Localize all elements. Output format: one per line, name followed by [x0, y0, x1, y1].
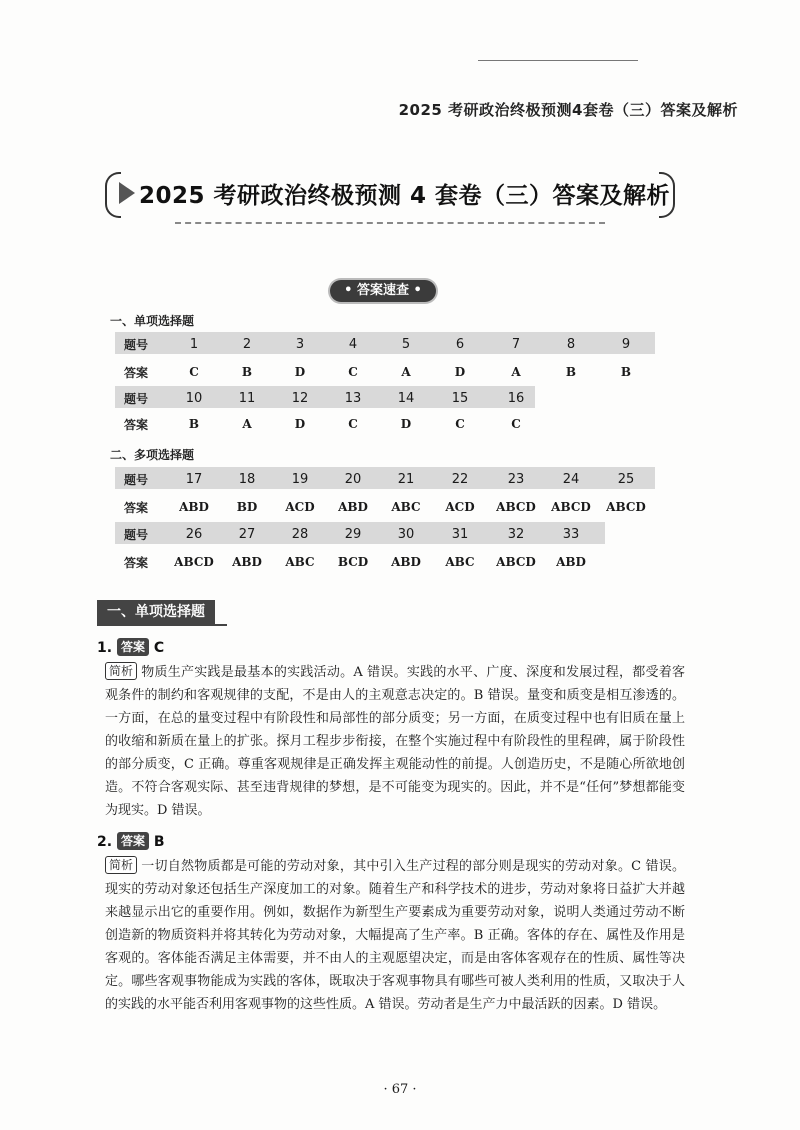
question-number: 16: [507, 391, 525, 406]
analysis-text: 一切自然物质都是可能的劳动对象，其中引入生产过程的部分则是现实的劳动对象。C 错误。现实的劳动对象还包括生产深度加工的对象。随着生产和科学技术的进步，劳动对象将日益扩大并越来越显示出它的重要作用。例如，数据作为新型生产要素成为重要劳动对象，说明人类通过劳动不断创造新的物质资料并将其转化为劳动对象，大幅提高了生产率。B 正确。客体的存在、属性及作用是客观的。客体能否满足主体需要，并不由人的主观愿望决定，而是由客体客观存在的性质、属性等决定。哪些客观事物能成为实践的客体，既取决于客观事物具有哪些可被人类利用的性质，又取决于人的实践的水平能否利用客观事物的这些性质。A 错误。劳动者是生产力中最活跃的因素。D 错误。: [105, 859, 685, 1012]
answer-value: C: [189, 365, 199, 379]
triangle-bullet-icon: [119, 182, 135, 204]
answer-value: C: [348, 365, 358, 379]
question-number: 17: [185, 472, 203, 487]
row-label-answer: 答案: [123, 366, 148, 380]
page-number: · 67 ·: [383, 1082, 417, 1097]
question-number: 27: [238, 527, 256, 542]
answer-value: C: [455, 417, 465, 431]
question-number: 31: [451, 527, 469, 542]
answer-value: D: [294, 365, 306, 379]
answer-value: C: [511, 417, 521, 431]
question-number-label: 2.: [97, 834, 113, 850]
single-choice-heading: 一、单项选择题: [110, 314, 195, 328]
question-number: 1: [189, 337, 199, 352]
answer-value: ABCD: [551, 500, 591, 514]
title-underline-decoration: [175, 222, 605, 224]
question-number: 19: [291, 472, 309, 487]
row-label-number: 题号: [123, 392, 148, 406]
question-number: 11: [238, 391, 256, 406]
analysis-tag: 简析: [105, 856, 137, 874]
question-number-label: 1.: [97, 640, 113, 656]
answer-value: A: [242, 417, 252, 431]
row-label-number: 题号: [123, 473, 148, 487]
answer-value: D: [454, 365, 466, 379]
answer-value: ACD: [285, 500, 315, 514]
answer-value: ACD: [445, 500, 475, 514]
answer-value: A: [401, 365, 411, 379]
question-number: 26: [185, 527, 203, 542]
answer-value: D: [294, 417, 306, 431]
answer-value: ABD: [556, 555, 586, 569]
answer-tag: 答案: [117, 832, 149, 850]
question-number: 24: [562, 472, 580, 487]
question-number: 15: [451, 391, 469, 406]
question-number: 22: [451, 472, 469, 487]
question-number: 10: [185, 391, 203, 406]
question-number: 9: [621, 337, 631, 352]
question-number: 32: [507, 527, 525, 542]
section-heading-rule: [97, 624, 227, 626]
answer-value: BCD: [337, 555, 369, 569]
question-1-analysis: [105, 661, 685, 822]
answer-value: B: [241, 365, 253, 379]
question-number: 25: [617, 472, 635, 487]
answer-value: B: [188, 417, 200, 431]
question-2-header: [97, 832, 165, 850]
answer-value: B: [620, 365, 632, 379]
row-label-answer: 答案: [123, 418, 148, 432]
dot-icon: •: [409, 283, 422, 298]
answer-value: ABCD: [174, 555, 214, 569]
question-number: 29: [344, 527, 362, 542]
question-number: 4: [348, 337, 358, 352]
answer-value: C: [348, 417, 358, 431]
answer-value: D: [400, 417, 412, 431]
row-label-answer: 答案: [123, 556, 148, 570]
row-label-answer: 答案: [123, 501, 148, 515]
question-1-header: [97, 638, 164, 656]
answer-value: ABC: [391, 500, 421, 514]
answer-value: ABD: [232, 555, 262, 569]
question-number: 21: [397, 472, 415, 487]
question-number: 3: [295, 337, 305, 352]
answer-value: ABD: [391, 555, 421, 569]
row-label-number: 题号: [123, 338, 148, 352]
answer-value: A: [511, 365, 521, 379]
answer-value: ABC: [285, 555, 315, 569]
question-number: 12: [291, 391, 309, 406]
answer-value: ABD: [338, 500, 368, 514]
question-number: 5: [401, 337, 411, 352]
question-answer: C: [153, 640, 165, 656]
question-number: 23: [507, 472, 525, 487]
question-number: 14: [397, 391, 415, 406]
question-number: 20: [344, 472, 362, 487]
question-number: 18: [238, 472, 256, 487]
answer-value: ABCD: [606, 500, 646, 514]
answer-value: ABD: [179, 500, 209, 514]
answer-value: B: [565, 365, 577, 379]
row-label-number: 题号: [123, 528, 148, 542]
answer-value: ABC: [445, 555, 475, 569]
quick-answers-badge: [330, 280, 436, 302]
question-number: 6: [455, 337, 465, 352]
header-rule: [478, 60, 638, 61]
question-number: 8: [566, 337, 576, 352]
question-number: 2: [242, 337, 252, 352]
analysis-tag: 简析: [105, 662, 137, 680]
question-number: 28: [291, 527, 309, 542]
question-answer: B: [153, 834, 165, 850]
quick-answers-label: 答案速查: [356, 283, 409, 298]
question-number: 7: [511, 337, 521, 352]
dot-icon: •: [344, 283, 357, 298]
answer-value: ABCD: [496, 555, 536, 569]
section-heading: 一、单项选择题: [97, 600, 215, 624]
answer-tag: 答案: [117, 638, 149, 656]
multi-choice-heading: 二、多项选择题: [110, 448, 195, 462]
running-header: 2025 考研政治终极预测4套卷（三）答案及解析: [398, 101, 738, 119]
question-2-analysis: [105, 855, 685, 1016]
question-number: 13: [344, 391, 362, 406]
answer-value: BD: [236, 500, 258, 514]
question-number: 30: [397, 527, 415, 542]
title-banner: [105, 170, 675, 218]
question-number: 33: [562, 527, 580, 542]
answer-value: ABCD: [496, 500, 536, 514]
page-title: 2025 考研政治终极预测 4 套卷（三）答案及解析: [139, 183, 671, 209]
right-bracket: [659, 172, 675, 218]
analysis-text: 物质生产实践是最基本的实践活动。A 错误。实践的水平、广度、深度和发展过程，都受着客观条件的制约和客观规律的支配，不是由人的主观意志决定的。B 错误。量变和质变是相互渗透的。一方面，在总的量变过程中有阶段性和局部性的部分质变；另一方面，在质变过程中也有旧质在量上的收缩和新质在量上的扩张。探月工程步步衔接，在整个实施过程中有阶段性的里程碑，属于阶段性的部分质变，C 正确。尊重客观规律是正确发挥主观能动性的前提。人创造历史，不是随心所欲地创造。不符合客观实际、甚至违背规律的梦想，是不可能变为现实的。因此，并不是“任何”梦想都能变为现实。D 错误。: [105, 665, 685, 818]
